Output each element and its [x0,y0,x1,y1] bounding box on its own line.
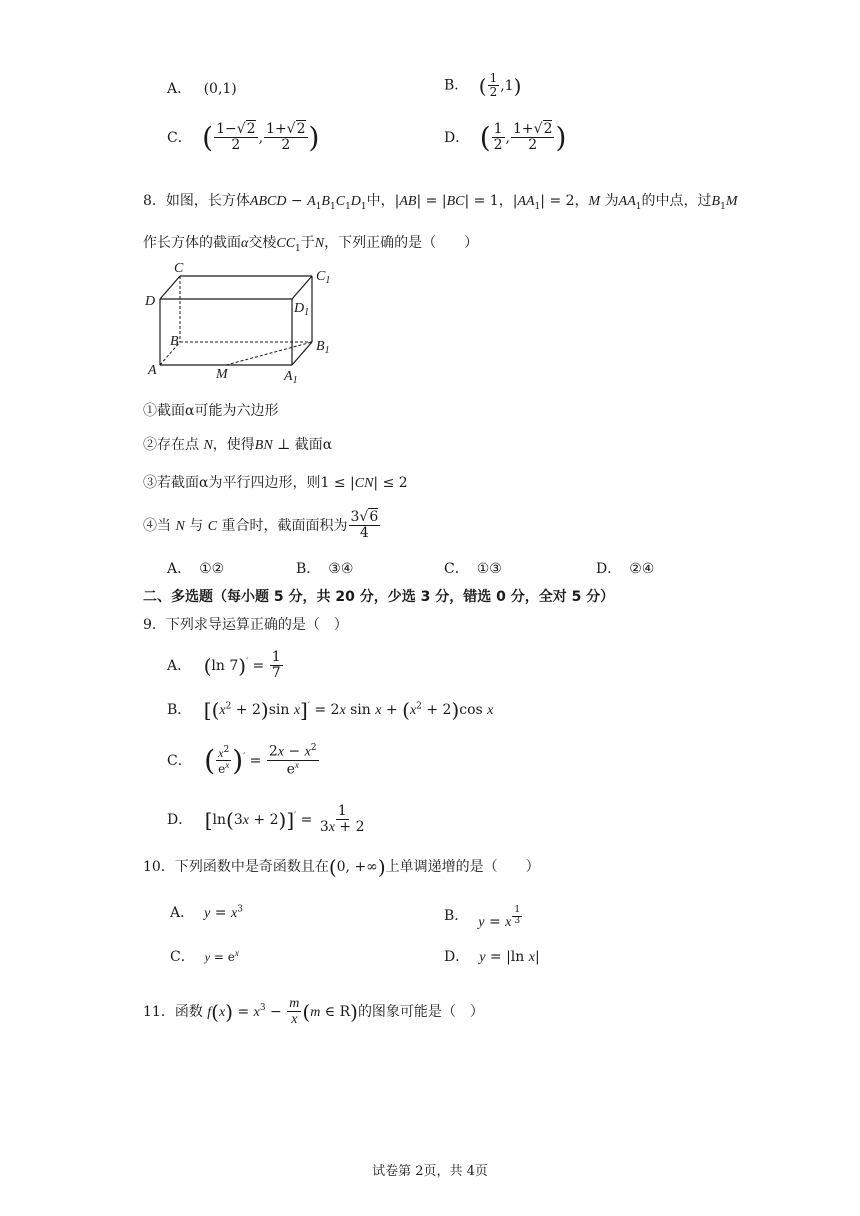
q9-option-a: A． (ln 7)′ = $\frac{1}{7}$ [167,649,281,682]
q7-option-a [167,78,237,98]
q10-text: 10．下列函数中是奇函数且在 [143,859,329,875]
q8-text: ， [498,193,513,209]
q7-option-a-text: (0,1) [203,81,237,97]
q10-option-b: B． y = x $\frac{1}{3}$ [444,905,521,930]
label-b1: $B_1$ [316,339,330,356]
q8-text: ，下列正确的是（ ） [324,235,479,251]
q7-option-c-math: ( $\frac{1-√2}{2}$ , $\frac{1+√2}{2}$ ) [202,120,320,154]
q8-stem-line2: 作长方体的截面α交棱$CC_1$于N，下列正确的是（ ） [143,235,479,254]
q7-option-d [444,122,566,154]
q7-option-b [444,72,521,99]
q8-text: 作长方体的截面 [143,235,241,251]
q8-statement-4: ④当 N 与 C 重合时，截面面积为 $\frac{3√6}{4}$ [143,509,379,542]
q10-text: 上单调递增的是（ ） [385,859,540,875]
section-heading: 二、多选题（每小题 5 分，共 20 分，少选 3 分，错选 0 分，全对 5 分） [143,589,615,605]
q8-choice-c: C． ①③ [444,561,502,577]
q8-text: 截面α [294,437,333,453]
q8-text: 与 [189,517,204,534]
q8-text: 中， [366,193,395,209]
q8-statement-1: ①截面α可能为六边形 [143,403,279,419]
q7-option-c-label: C． [167,129,192,146]
q7-option-d-label: D． [444,129,470,146]
q9-option-b: B． [$(x^2 + 2)\sin$ x]′ = 2x $\sin x + (x^2 + 2)\cos$ x [167,698,494,722]
label-c1: $C_1$ [316,269,331,286]
q7-option-b-math: ( $\frac{1}{2}$ ,1) [478,71,522,100]
q8-text: ④当 [143,517,171,534]
q9-option-d: D． [ln(3x + 2)]′ = $\frac{1}{3x + 2}$ [167,803,365,836]
q10-option-d: D． y = |ln x| [444,949,540,965]
q8-text: ，使得 [212,437,255,453]
q9-option-c: C． ( $\frac{x^2}{e^x}$ )′ = $\frac{2x - x^2}{e^x}$ [167,743,317,778]
q11-text: 11．函数 [143,1003,203,1020]
q8-statement-2: ②存在点 N，使得BN ⊥ 截面α [143,437,333,453]
q7-option-d-math: ( $\frac{1}{2}$ , $\frac{1+√2}{2}$ ) [479,120,567,154]
q8-text: ③若截面α为平行四边形，则 [143,475,321,491]
q8-choice-a: A． ①② [167,561,225,577]
q9-stem: 9．下列求导运算正确的是（ ） [143,617,348,633]
label-d: D [145,294,156,309]
q7-option-b-label: B． [444,77,469,94]
q8-choice-b: B． ③④ [296,561,354,577]
label-c: C [174,261,184,276]
cuboid-figure [140,258,340,388]
q8-text: 如图，长方体 [165,193,250,209]
q8-text: ②存在点 [143,437,199,453]
q8-stem-line1: 8．如图，长方体ABCD − $A_1B_1C_1D_1$中，|AB| = |BC| = 1，$|AA_1| = 2$，M 为$AA_1$的中点，过$B_1M$ [143,193,738,212]
q8-statement-3: ③若截面α为平行四边形，则1 ≤ |CN| ≤ 2 [143,475,408,491]
q8-number: 8． [143,193,166,209]
q8-text: 的中点，过 [641,193,712,209]
q8-text: 为 [604,193,619,209]
q8-text: 重合时，截面面积为 [221,517,348,534]
q10-option-c: C． $y = e^x$ [170,948,239,965]
label-a1: $A_1$ [284,369,298,386]
q8-text: 交棱 [248,235,277,251]
q8-text: ， [574,193,589,209]
label-m: M [216,367,228,382]
q7-option-a-label: A． [167,81,192,97]
q10-stem: 10．下列函数中是奇函数且在(0, +∞)上单调递增的是（ ） [143,855,540,879]
q8-text: 于 [300,235,315,251]
q8-choice-d: D． ②④ [596,561,655,577]
label-d1: $D_1$ [294,301,310,318]
label-b: B [170,334,179,349]
q10-option-a: A． $y = x^3$ [170,904,243,921]
page-footer: 试卷第 2页，共 4页 [372,1164,488,1179]
q7-option-c [167,122,319,154]
label-a: A [148,363,157,378]
q11-text: 的图象可能是（ ） [357,1003,484,1020]
q11-stem: 11．函数 $f(x) = x^3$ − $\frac{m}{x}$ (m ∈ R)的图象可能是（ ） [143,996,484,1028]
